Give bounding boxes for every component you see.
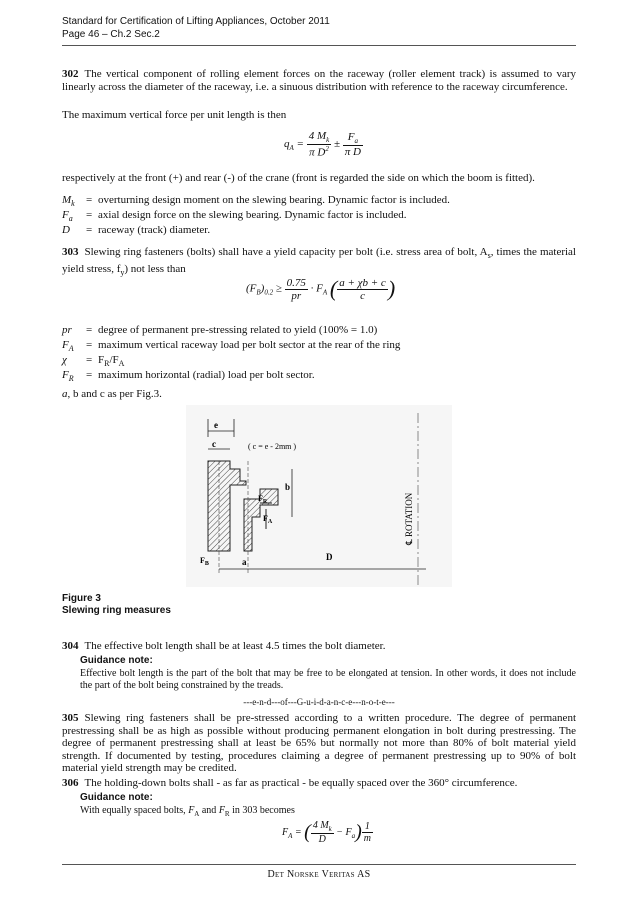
label-rotation: ℄ ROTATION [404, 492, 414, 545]
eq-sub: k [328, 825, 332, 833]
para-sub: s [487, 251, 491, 261]
para-306 [62, 777, 576, 790]
guide-text: and [199, 805, 219, 816]
eq-num: 4 M [312, 820, 329, 831]
equation-fa: $F_A$ = ( $\frac{4 M_k}{D}$ − $F_a$) $\frac{1}{m}$ [282, 820, 372, 845]
def-sub: R [68, 374, 74, 384]
guide-sub: A [194, 810, 200, 818]
figure-caption-title: Slewing ring measures [62, 605, 171, 616]
guidance-title: Guidance note: [80, 655, 153, 666]
para-302 [62, 68, 576, 93]
def-text: axial design force on the slewing bearing. Dynamic factor is included. [98, 209, 407, 221]
eq-den: π D [344, 146, 362, 159]
para-text: Slewing ring fasteners (bolts) shall have a yield capacity per bolt (i.e. stress area of bolt, A [84, 246, 488, 258]
eq-den: c [360, 289, 365, 302]
eq-symbol: F [282, 826, 289, 838]
header-title: Standard for Certification of Lifting Appliances, October 2011 [62, 16, 330, 27]
para-number: 304 [62, 640, 79, 652]
para-305 [62, 712, 576, 775]
eq-sub: a [351, 831, 356, 840]
eq-num: 4 M [308, 130, 327, 142]
guide-text: in 303 becomes [229, 805, 295, 816]
def-row: $F_A$ = maximum vertical raceway load per bolt sector at the rear of the ring [62, 339, 401, 354]
def-symbol: χ [62, 354, 67, 366]
label-fb: $F_B$ [200, 556, 209, 567]
eq-den: m [363, 833, 372, 844]
eq-num: 1 [362, 821, 373, 833]
para-text: The vertical component of rolling element forces on the raceway (roller element track) is assumed to vary linearly across the diameter of the raceway, i.e. a sinuous distribution with reference to the raceway circumference. [62, 68, 576, 93]
label-c-eq: ( c = e - 2mm ) [248, 442, 297, 451]
eq-sub: B [256, 288, 261, 297]
eq-den: π D [309, 146, 326, 159]
para-number: 303 [62, 246, 79, 258]
def-text: maximum vertical raceway load per bolt sector at the rear of the ring [98, 339, 401, 351]
def-symbol: F [62, 339, 69, 351]
para-sub: y [120, 267, 125, 277]
label-e: e [214, 420, 218, 430]
equation-qa: $q_A$ = $\frac{4 M_k}{\pi D^2}$ ± $\frac{F_a}{\text{π D}}$ [284, 130, 362, 159]
eq-num: a + χb + c [339, 276, 386, 289]
eq-sub: k [326, 136, 330, 145]
para-303 [62, 246, 576, 279]
eq-sub: A [322, 288, 328, 297]
guidance-text: Effective bolt length is the part of the bolt that may be free to be elongated at tension. In other words, it does not include the part of the bolt being constrained by the treads. [80, 668, 576, 691]
abc-ref [62, 388, 162, 401]
def-row: $M_k$ = overturning design moment on the slewing bearing. Dynamic factor is included. [62, 194, 450, 209]
def-sub: k [71, 199, 75, 209]
def-sub: A [68, 344, 74, 354]
header-rule [62, 45, 576, 46]
para-text: ) not less than [124, 262, 186, 275]
eq-op: ± [334, 137, 341, 150]
def-text: overturning design moment on the slewing bearing. Dynamic factor is included. [98, 194, 450, 206]
footer-rule [62, 864, 576, 865]
para-text: The holding-down bolts shall - as far as practical - be equally spaced over the 360° circumference. [84, 777, 518, 789]
label-d: D [326, 552, 333, 562]
def-sub: A [118, 359, 125, 369]
eq-symbol: · F [310, 282, 323, 295]
def-sub: a [68, 214, 73, 224]
para-number: 306 [62, 777, 79, 789]
guide-symbol: F [218, 805, 225, 816]
guidance-title: Guidance note: [80, 792, 153, 803]
eq-fraction [311, 820, 334, 845]
def-symbol: F [62, 369, 69, 381]
guide-symbol: F [188, 805, 195, 816]
label-a: a [242, 557, 247, 567]
guidance-end-note: ---e-n-d---of---G-u-i-d-a-n-c-e---n-o-t-e--- [243, 697, 395, 707]
def-text: raceway (track) diameter. [98, 224, 211, 236]
def-text: F [98, 354, 105, 366]
label-b: b [285, 482, 291, 492]
guidance-text-306 [80, 805, 576, 820]
para-text: , times the material yield stress, f [62, 246, 576, 275]
def-text: degree of permanent pre-stressing related to yield (100% = 1.0) [98, 324, 378, 336]
para-302-after: respectively at the front (+) and rear (-) of the crane (front is regarded the side on which the boom is fitted). [62, 172, 535, 184]
para-number: 302 [62, 68, 79, 80]
header-page: Page 46 – Ch.2 Sec.2 [62, 29, 160, 40]
eq-sub: 0.2 [264, 288, 274, 297]
equation-fb: $(F_B)_{0.2}$ ≥ $\frac{0.75}{pr}$ · $F_A$ ( $\frac{a + \chi b + c}{c}$ ) [246, 276, 396, 302]
label-fa: $F_A$ [263, 514, 273, 525]
para-text: The effective bolt length shall be at least 4.5 times the bolt diameter. [84, 640, 386, 652]
def-row: $F_a$ = axial design force on the slewing bearing. Dynamic factor is included. [62, 209, 407, 224]
def-symbol: pr [62, 324, 72, 336]
label-c: c [212, 439, 216, 449]
para-text: Slewing ring fasteners shall be pre-stressed according to a written procedure. The degree of permanent prestressing shall be as high as possible without producing permanent elongation in bolt during prestressing. The degree of permanent prestressing shall at least be 65% but normally not more than 80% of bolt material yield strength. If documented by testing, procedures claiming a degree of permanent prestressing up to 90% of bolt material yield strength may be credited. [62, 712, 576, 774]
abc-text: , b and c as per Fig.3. [67, 388, 162, 400]
def-row: pr = degree of permanent pre-stressing related to yield (100% = 1.0) [62, 324, 378, 336]
def-row: $F_R$ = maximum horizontal (radial) load per bolt sector. [62, 369, 315, 384]
def-row: $\chi = F_R/F_A$ [62, 354, 125, 369]
eq-sup: 2 [325, 145, 329, 154]
label-fr: $F_R$ [258, 494, 268, 505]
eq-fraction [362, 821, 373, 844]
eq-op: ≥ [275, 282, 282, 295]
def-text: maximum horizontal (radial) load per bolt sector. [98, 369, 315, 381]
eq-symbol: (F [246, 282, 257, 295]
def-text: /F [109, 354, 119, 366]
guide-text: With equally spaced bolts, [80, 805, 189, 816]
def-row: D = raceway (track) diameter. [62, 224, 211, 236]
eq-fraction [307, 130, 332, 159]
eq-num: F [347, 130, 355, 143]
eq-fraction [337, 277, 388, 302]
guide-sub: R [224, 810, 230, 818]
eq-fraction [285, 277, 308, 302]
def-symbol: D [62, 224, 70, 236]
figure-slewing-ring [186, 405, 452, 587]
eq-sub: a [354, 137, 359, 146]
eq-num: 0.75 [286, 276, 306, 289]
eq-symbol: q [284, 137, 290, 150]
abc-symbol: a [62, 388, 68, 400]
figure-caption-number: Figure 3 [62, 593, 101, 604]
def-symbol: F [62, 209, 69, 221]
eq-sub: A [289, 144, 294, 153]
def-symbol: M [62, 194, 72, 206]
eq-op: − F [336, 826, 352, 838]
para-304 [62, 640, 576, 653]
footer-publisher: Det Norske Veritas AS [267, 869, 371, 880]
eq-den: pr [291, 289, 302, 302]
para-302-line2: The maximum vertical force per unit length is then [62, 109, 287, 121]
eq-sub: A [288, 831, 293, 840]
para-number: 305 [62, 712, 79, 724]
def-sub: R [104, 359, 110, 369]
eq-den: D [318, 834, 326, 845]
eq-fraction [343, 131, 363, 158]
